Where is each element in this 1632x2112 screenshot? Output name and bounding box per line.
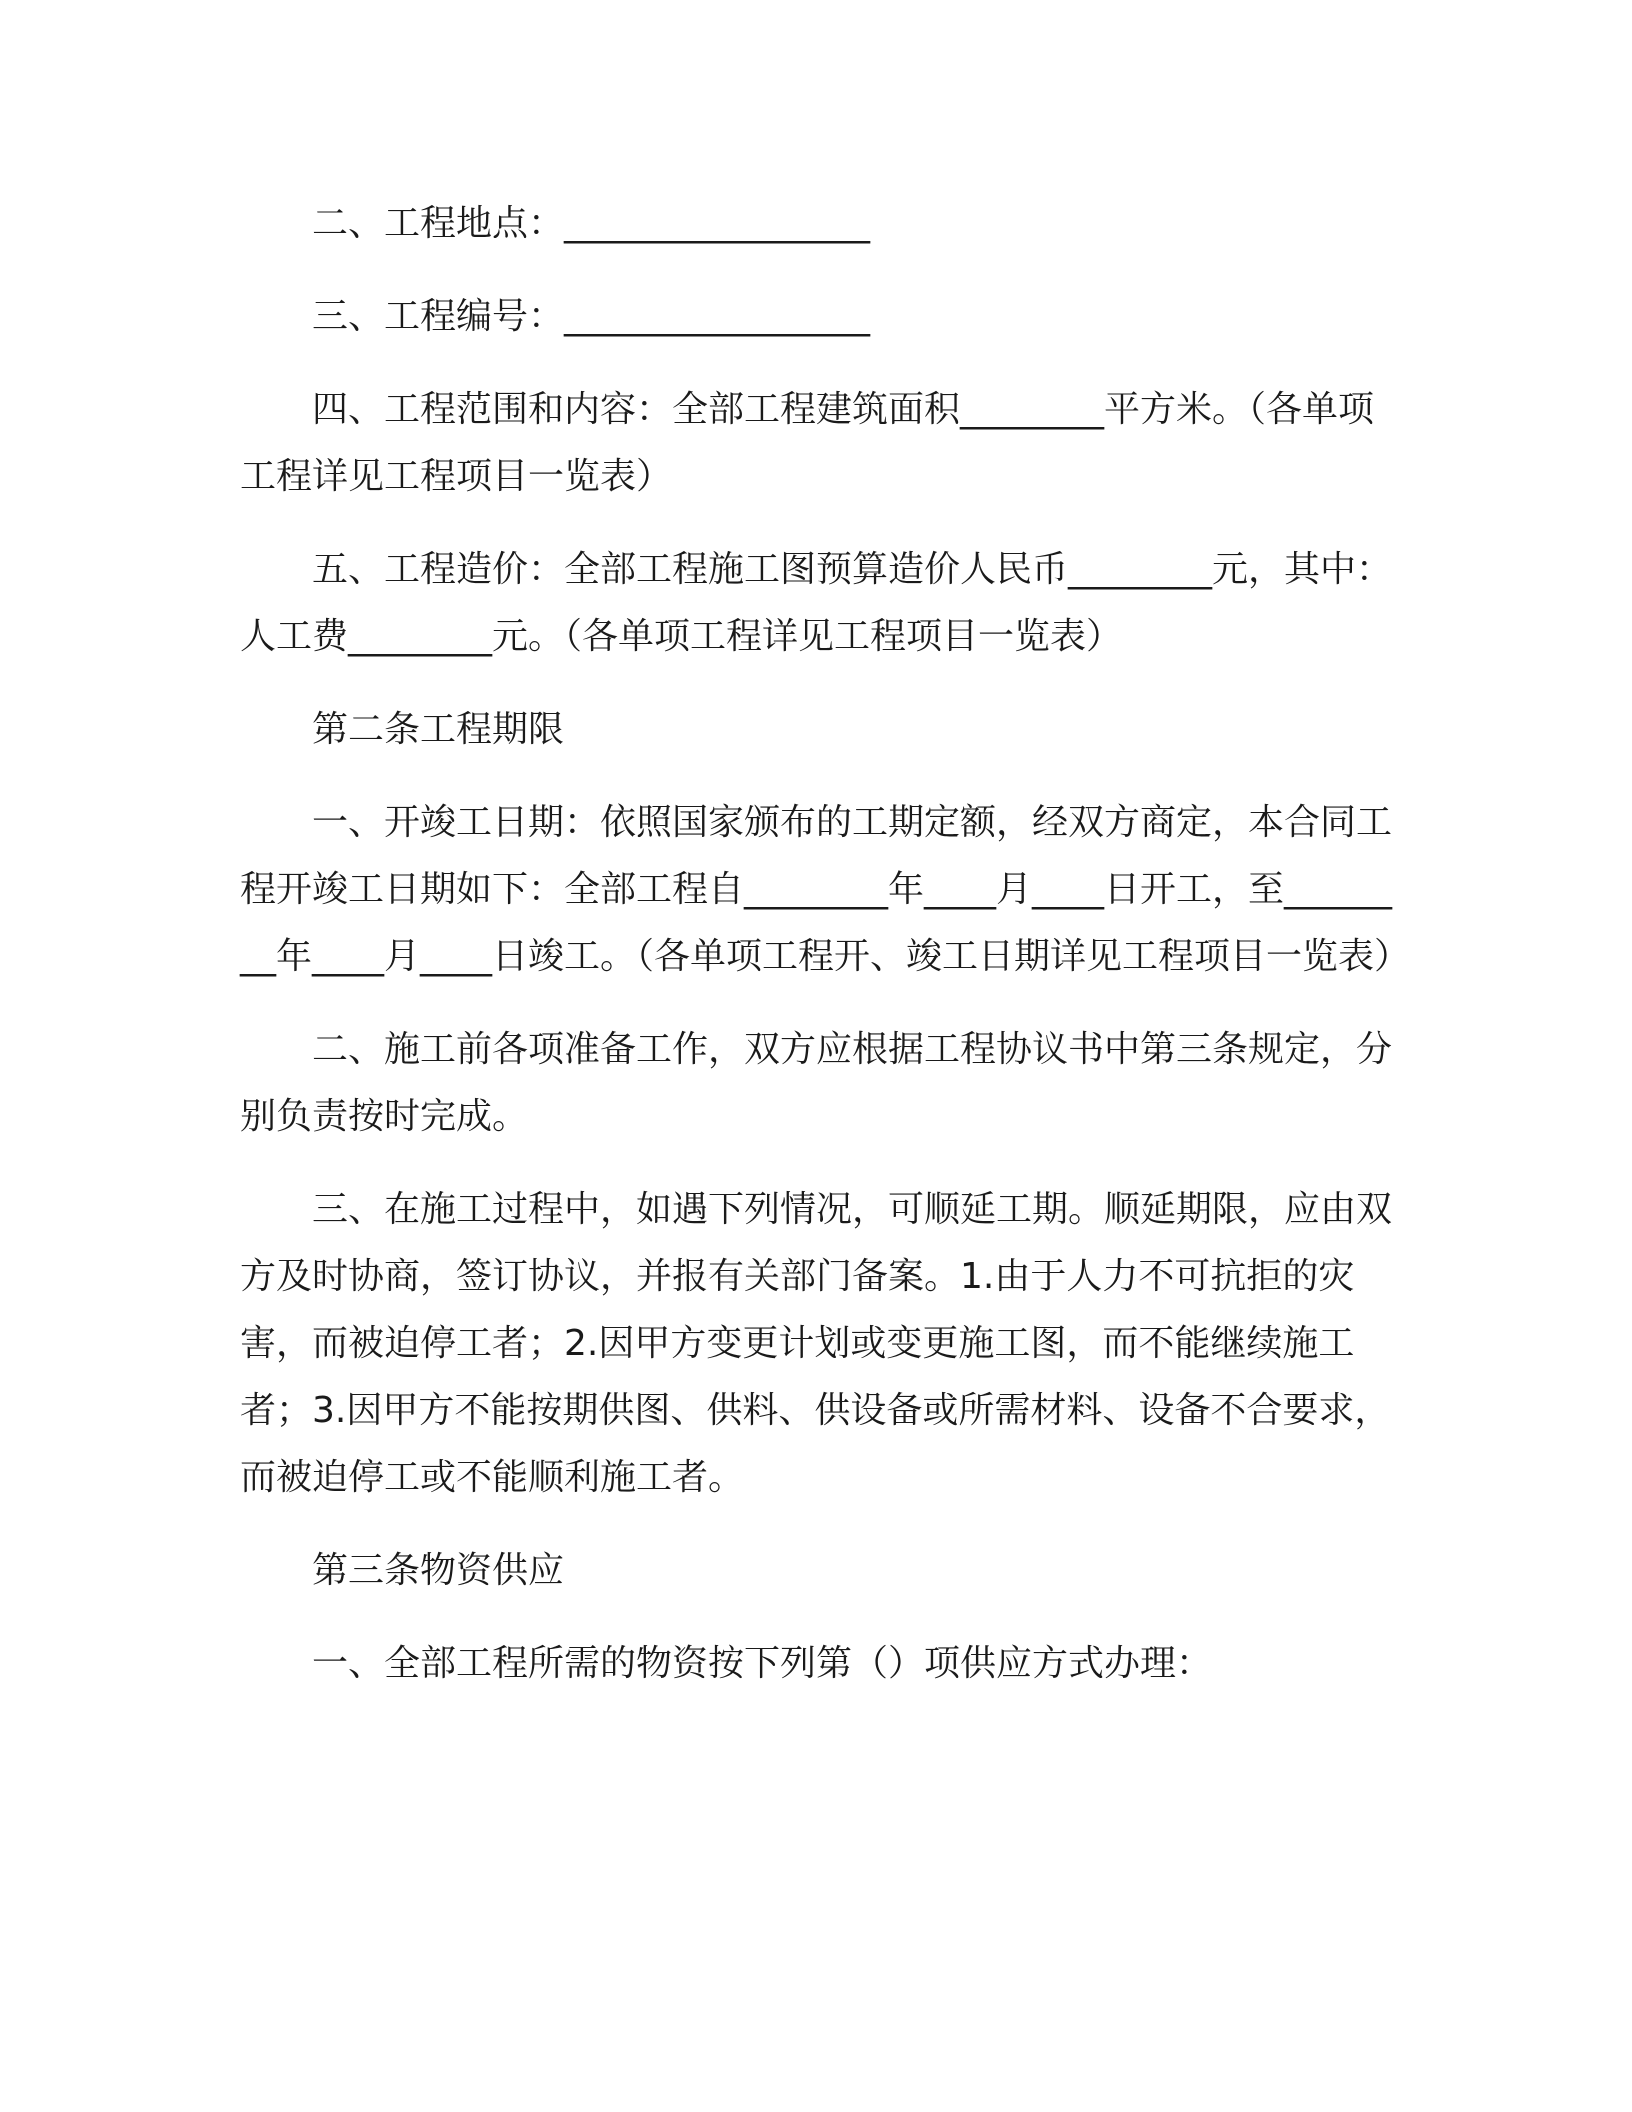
clause-material-supply: 一、全部工程所需的物资按下列第（）项供应方式办理：	[312, 1643, 1213, 1684]
clause-project-number: 三、工程编号：_________________	[312, 296, 871, 337]
clause-project-scope: 四、工程范围和内容：全部工程建筑面积________平方米。（各单项工程详见工程项目一览表）	[240, 389, 1375, 497]
clause-start-completion-dates: 一、开竣工日期：依照国家颁布的工期定额，经双方商定，本合同工程开竣工日期如下：全部工程自________年____月____日开工，至________年____月____日竣工。（各单项工程开、竣工日期详见工程项目一览表）	[240, 802, 1411, 977]
article-2-heading: 第二条工程期限	[312, 709, 565, 750]
clause-project-location: 二、工程地点：_________________	[312, 203, 871, 244]
clause-preparation-work: 二、施工前各项准备工作，双方应根据工程协议书中第三条规定，分别负责按时完成。	[240, 1029, 1393, 1137]
article-3-heading: 第三条物资供应	[312, 1550, 565, 1591]
document-body	[240, 190, 1411, 1723]
clause-project-cost: 五、工程造价：全部工程施工图预算造价人民币________元，其中：人工费________元。（各单项工程详见工程项目一览表）	[240, 549, 1393, 657]
clause-schedule-extension: 三、在施工过程中，如遇下列情况，可顺延工期。顺延期限，应由双方及时协商，签订协议，并报有关部门备案。1.由于人力不可抗拒的灾害，而被迫停工者；2.因甲方变更计划或变更施工图，而不能继续施工者；3.因甲方不能按期供图、供料、供设备或所需材料、设备不合要求，而被迫停工或不能顺利施工者。	[240, 1189, 1393, 1498]
